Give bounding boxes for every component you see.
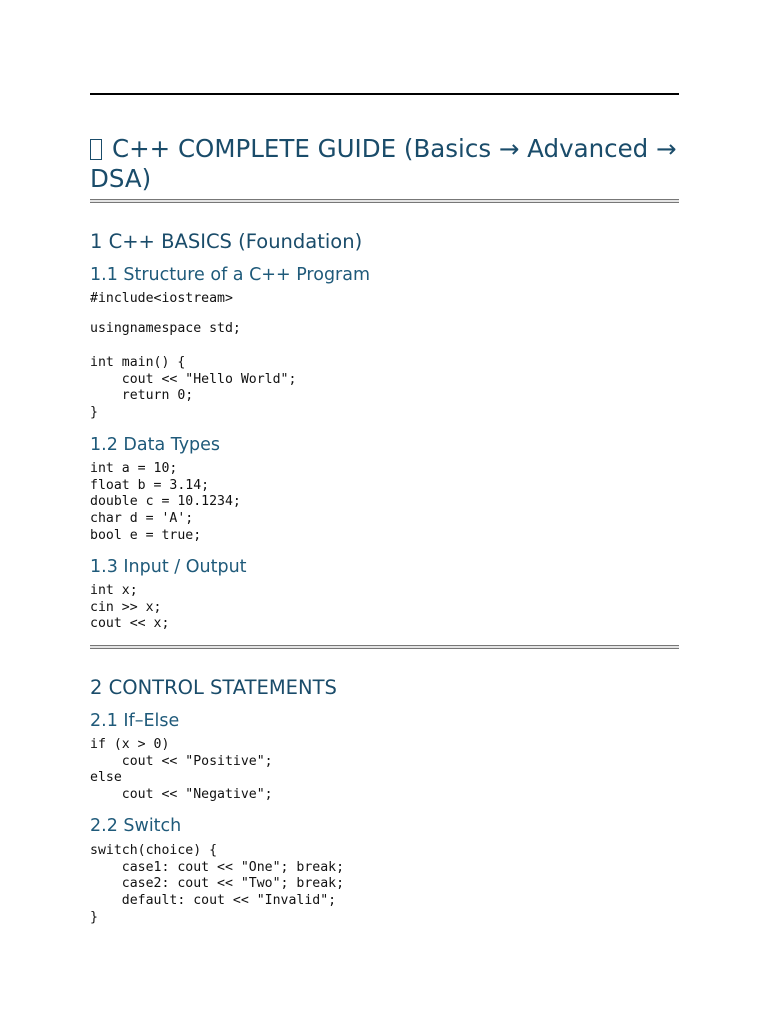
missing-glyph-icon: [90, 139, 102, 160]
subsection-heading-input-output: 1.3 Input / Output: [90, 557, 247, 577]
section-heading-basics: 1 C++ BASICS (Foundation): [90, 230, 363, 253]
title-divider: [90, 199, 679, 203]
subsection-heading-data-types: 1.2 Data Types: [90, 435, 221, 455]
subsection-heading-structure: 1.1 Structure of a C++ Program: [90, 265, 371, 285]
subsection-heading-if-else: 2.1 If–Else: [90, 711, 180, 731]
section-divider: [90, 645, 679, 649]
code-block-input-output: int x; cin >> x; cout << x;: [90, 583, 170, 632]
subsection-heading-switch: 2.2 Switch: [90, 816, 182, 836]
section-heading-control: 2 CONTROL STATEMENTS: [90, 676, 337, 699]
code-block-include: #include<iostream>: [90, 291, 233, 306]
top-horizontal-rule: [90, 93, 679, 95]
code-block-if-else: if (x > 0) cout << "Positive"; else cout << "Negative";: [90, 737, 273, 803]
document-title: [90, 134, 679, 194]
code-block-namespace: usingnamespace std;: [90, 321, 241, 336]
code-block-main: int main() { cout << "Hello World"; return 0; }: [90, 355, 297, 421]
code-block-switch: switch(choice) { case1: cout << "One"; break; case2: cout << "Two"; break; default: cout << "Invalid"; }: [90, 843, 345, 925]
code-block-data-types: int a = 10; float b = 3.14; double c = 10.1234; char d = 'A'; bool e = true;: [90, 461, 241, 543]
document-title-text: C++ COMPLETE GUIDE (Basics → Advanced → DSA): [90, 134, 677, 193]
